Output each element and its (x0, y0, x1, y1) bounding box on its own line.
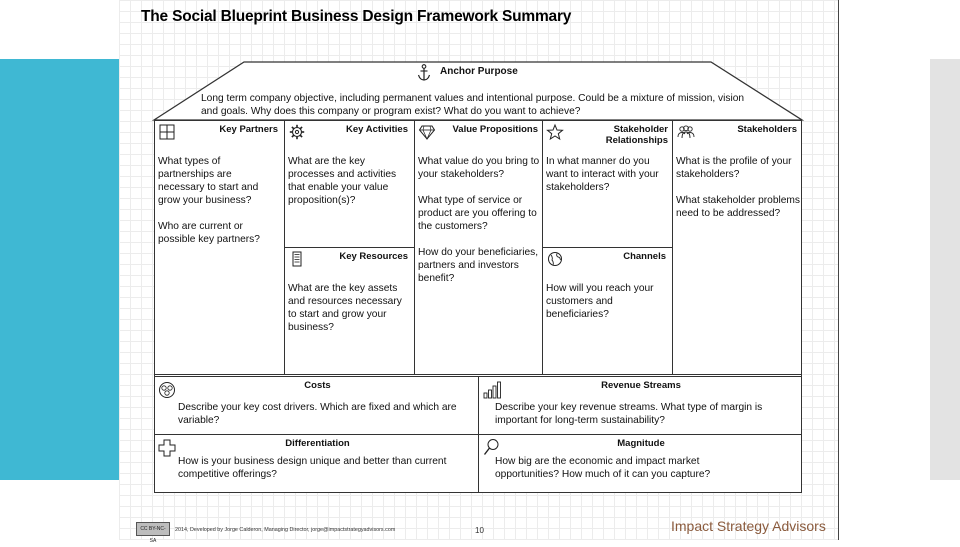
stakeholders-block (672, 120, 802, 375)
revenue-streams-title: Revenue Streams (601, 380, 681, 391)
footer-credit: 2014, Developed by Jorge Calderon, Managing Director, jorge@impactstrategyadvisors.com (175, 527, 396, 533)
page-title: The Social Blueprint Business Design Framework Summary (141, 8, 572, 25)
channels-title: Channels (623, 251, 666, 262)
key-resources-question: What are the key assets and resources necessary to start and grow your business? (288, 283, 402, 333)
value-propositions-block (414, 120, 543, 375)
stakeholder-relationships-block (542, 120, 673, 248)
anchor-purpose-title: Anchor Purpose (440, 66, 518, 77)
key-partners-question: What types of partnerships are necessary to start and grow your business? (158, 156, 259, 206)
value-propositions-title: Value Propositions (452, 124, 538, 135)
costs-title: Costs (304, 380, 331, 391)
magnitude-block (478, 434, 802, 493)
channels-block (542, 247, 673, 375)
gear-icon (289, 124, 305, 140)
stakeholders-title: Stakeholders (737, 124, 797, 135)
costs-question: Describe your key cost drivers. Which are fixed and which are variable? (178, 402, 457, 426)
key-activities-question: What are the key processes and activities that enable your value proposition(s)? (288, 156, 397, 206)
business-model-canvas (154, 120, 802, 493)
key-activities-questions (288, 155, 410, 207)
key-resources-title: Key Resources (339, 251, 408, 262)
key-partners-question: Who are current or possible key partners? (158, 221, 260, 245)
left-accent-bar (0, 59, 119, 480)
stakeholder-relationships-title-line1: Stakeholder (613, 124, 668, 135)
star-icon (547, 124, 563, 140)
costs-block (154, 376, 479, 436)
network-grid-icon (159, 124, 175, 140)
stakeholder-relationships-question: In what manner do you want to interact with your stakeholders? (546, 156, 659, 193)
channels-question: How will you reach your customers and beneficiaries? (546, 283, 654, 320)
brand-logo-text: Impact Strategy Advisors (671, 518, 826, 534)
channels-questions (546, 282, 670, 321)
key-activities-title: Key Activities (346, 124, 408, 135)
globe-icon (547, 251, 563, 267)
key-partners-questions (158, 155, 276, 246)
differentiation-question: How is your business design unique and better than current competitive offerings? (178, 456, 447, 480)
page-number: 10 (475, 526, 484, 535)
people-icon (677, 124, 695, 140)
revenue-streams-block (478, 376, 802, 436)
value-propositions-question: How do your beneficiaries, partners and investors benefit? (418, 247, 539, 284)
differentiation-title: Differentiation (285, 438, 350, 449)
stakeholder-relationships-title-line2: Relationships (605, 135, 668, 146)
differentiation-block (154, 434, 479, 493)
key-resources-questions (288, 282, 410, 334)
anchor-purpose-description: Long term company objective, including permanent values and intentional purpose. Could be a mixture of mission, vision and goals. Why does this company or program exist? What do you want to achieve? (201, 93, 745, 117)
value-propositions-questions (418, 155, 540, 285)
stakeholders-question: What stakeholder problems need to be addressed? (676, 195, 801, 219)
key-partners-title: Key Partners (219, 124, 278, 135)
key-partners-block (154, 120, 285, 375)
diamond-icon (419, 124, 435, 140)
anchor-icon (417, 64, 431, 82)
magnitude-title: Magnitude (617, 438, 665, 449)
stakeholders-question: What is the profile of your stakeholders? (676, 156, 792, 180)
key-resources-block (284, 247, 415, 375)
key-activities-block (284, 120, 415, 248)
revenue-streams-question: Describe your key revenue streams. What type of margin is important for long-term sustainability? (495, 402, 763, 426)
building-icon (289, 251, 305, 267)
value-propositions-question: What value do you bring to your stakeholders? (418, 156, 540, 180)
license-badge: CC BY-NC-SA (136, 522, 170, 536)
right-accent-bar (930, 59, 960, 480)
stakeholder-relationships-title (606, 124, 668, 146)
stakeholder-relationships-questions (546, 155, 670, 194)
stakeholders-questions (676, 155, 800, 220)
magnitude-question: How big are the economic and impact market opportunities? How much of it can you capture? (495, 456, 711, 480)
framework-sheet (119, 0, 839, 544)
value-propositions-question: What type of service or product are you offering to the customers? (418, 195, 537, 232)
